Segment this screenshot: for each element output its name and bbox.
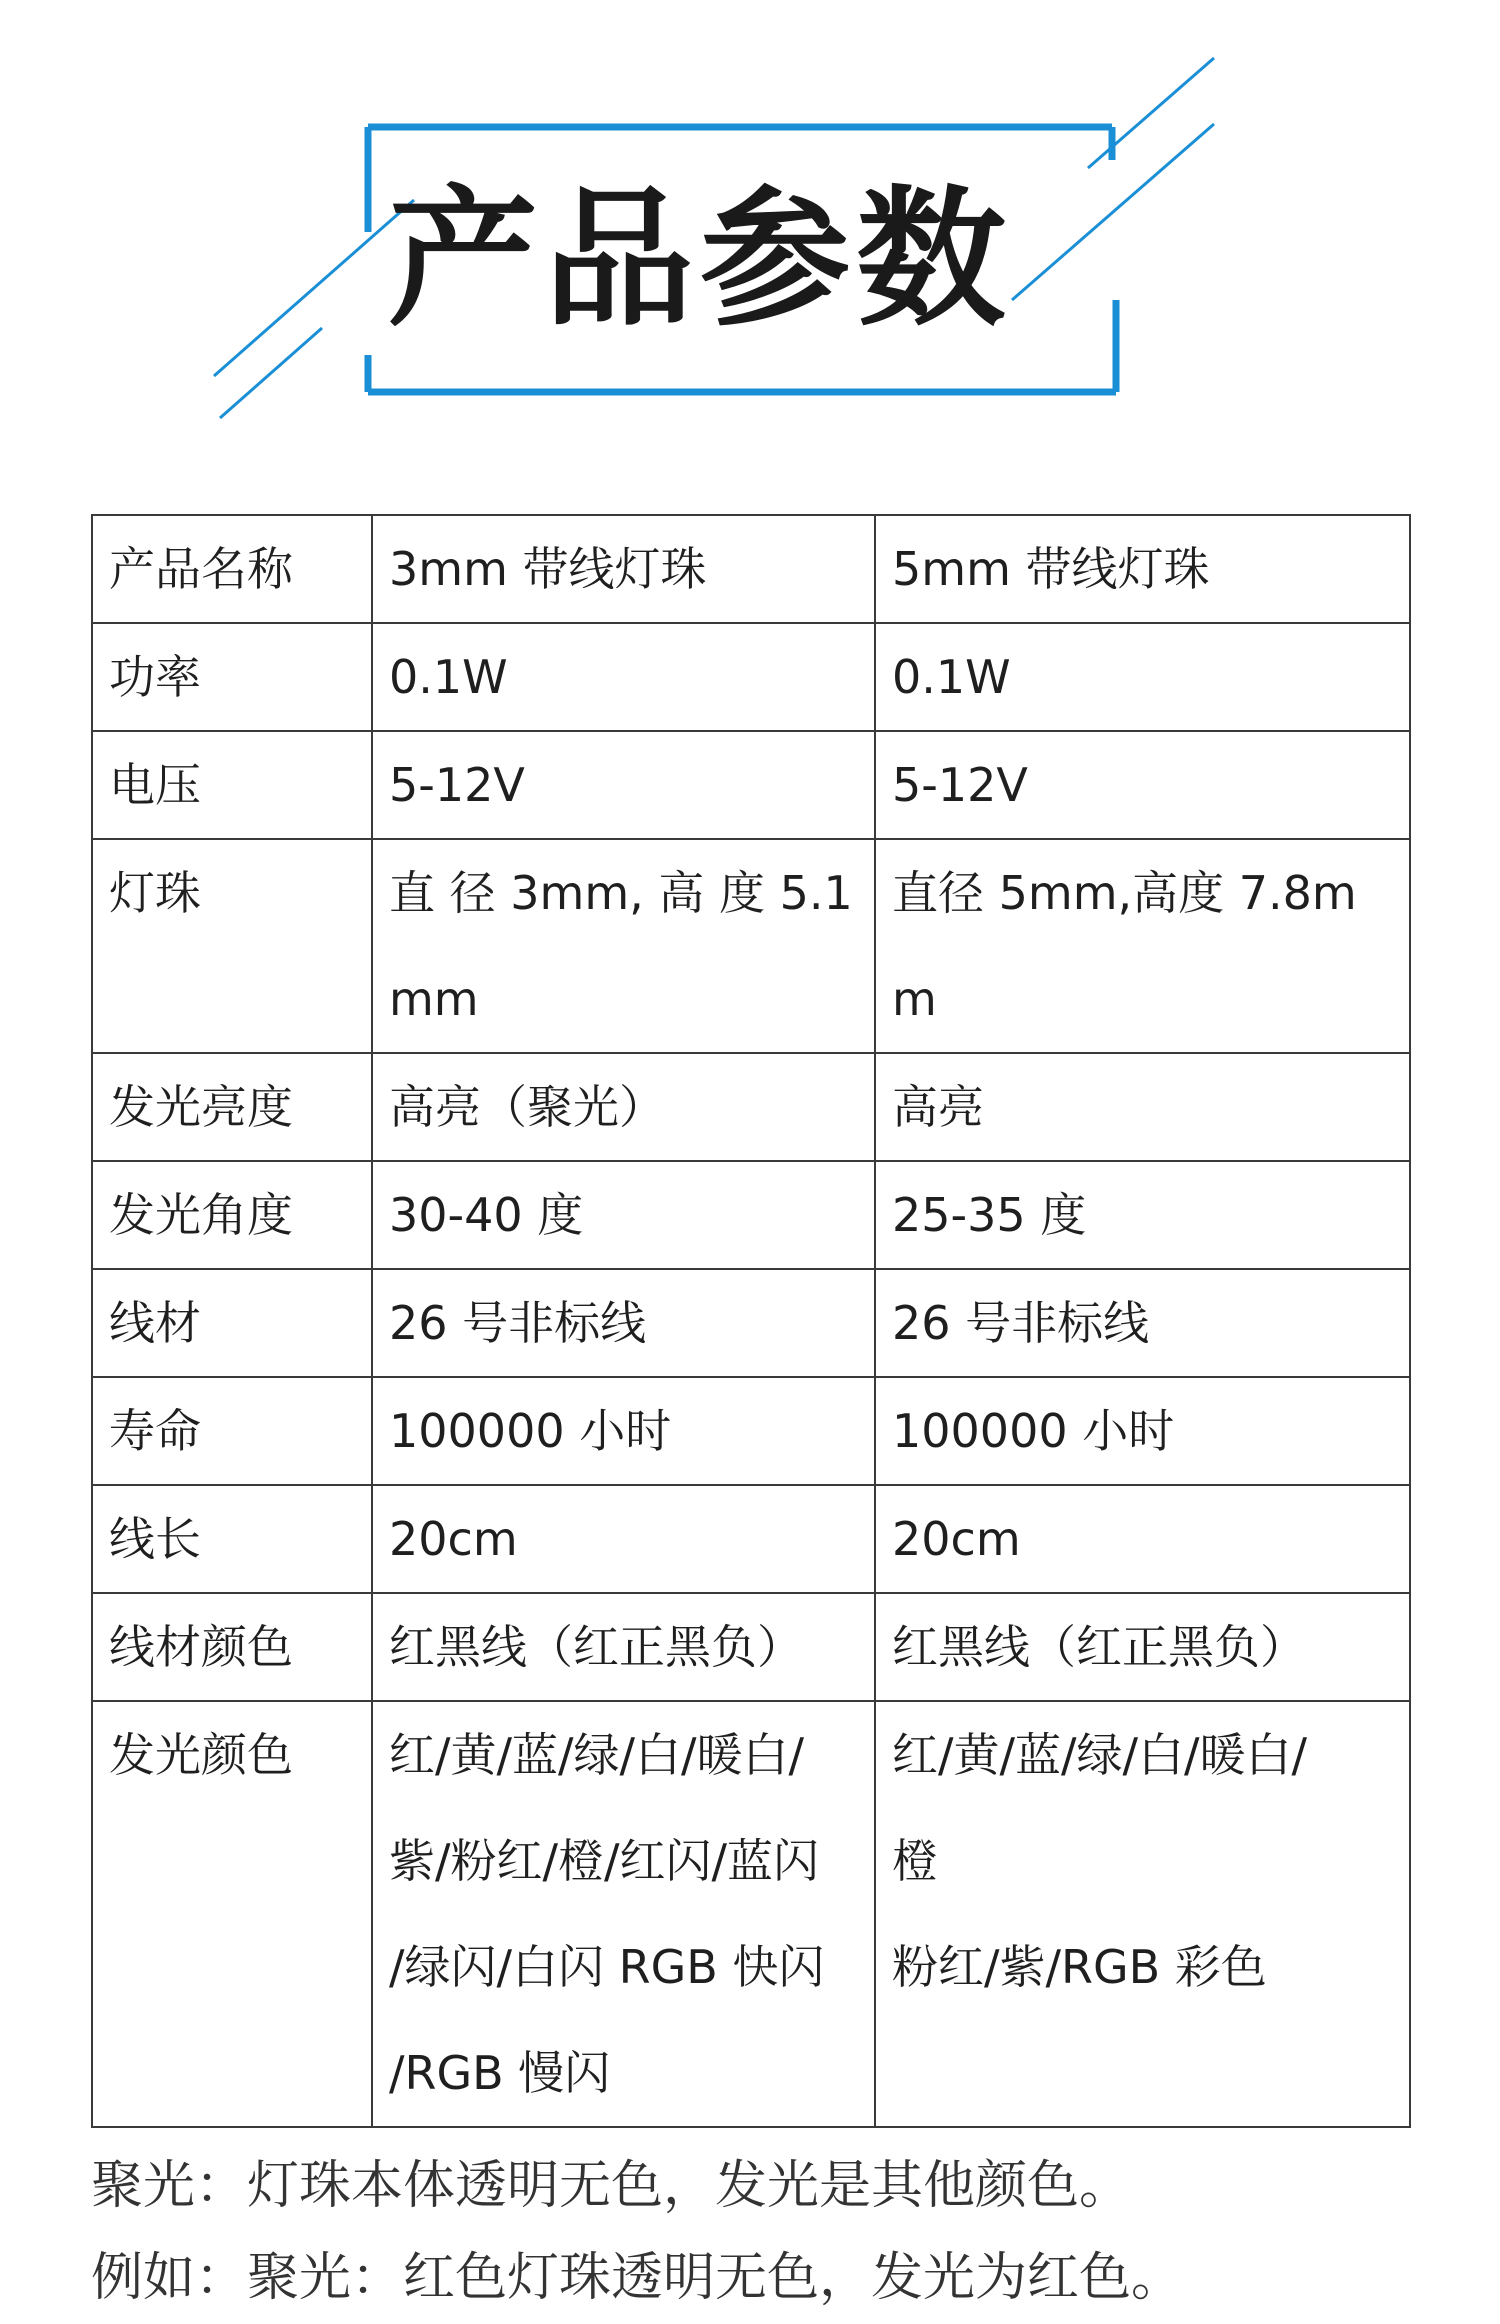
- cell-5mm: 5mm 带线灯珠: [875, 515, 1410, 623]
- cell-3mm: 3mm 带线灯珠: [372, 515, 875, 623]
- table-row: [92, 1269, 1410, 1377]
- cell-5mm: 直径 5mm,高度 7.8mm: [875, 839, 1410, 1053]
- row-label: 线长: [92, 1485, 372, 1593]
- cell-5mm: [875, 1701, 1410, 2127]
- cell-5mm: 红黑线（红正黑负）: [875, 1593, 1410, 1701]
- table-row: [92, 1485, 1410, 1593]
- cell-5mm: 26 号非标线: [875, 1269, 1410, 1377]
- cell-line: /绿闪/白闪 RGB 快闪: [389, 1940, 825, 1994]
- cell-5mm: 高亮: [875, 1053, 1410, 1161]
- row-label: 寿命: [92, 1377, 372, 1485]
- table-row: [92, 1161, 1410, 1269]
- cell-3mm: 30-40 度: [372, 1161, 875, 1269]
- row-label: 灯珠: [92, 839, 372, 1053]
- cell-3mm: 高亮（聚光）: [372, 1053, 875, 1161]
- page-title: 产品参数: [387, 173, 1012, 347]
- cell-5mm: 0.1W: [875, 623, 1410, 731]
- table-row: [92, 1701, 1410, 2127]
- cell-3mm: 红黑线（红正黑负）: [372, 1593, 875, 1701]
- spec-table: [91, 514, 1411, 2128]
- cell-3mm: 100000 小时: [372, 1377, 875, 1485]
- row-label: 线材颜色: [92, 1593, 372, 1701]
- row-label: 功率: [92, 623, 372, 731]
- cell-5mm: 20cm: [875, 1485, 1410, 1593]
- row-label: 发光颜色: [92, 1701, 372, 2127]
- row-label: 发光亮度: [92, 1053, 372, 1161]
- table-row: [92, 1593, 1410, 1701]
- cell-3mm: 直 径 3mm, 高 度 5.1mm: [372, 839, 875, 1053]
- row-label: 电压: [92, 731, 372, 839]
- cell-5mm: 100000 小时: [875, 1377, 1410, 1485]
- row-label: 线材: [92, 1269, 372, 1377]
- cell-3mm: 5-12V: [372, 731, 875, 839]
- table-row: [92, 623, 1410, 731]
- cell-3mm: 20cm: [372, 1485, 875, 1593]
- cell-line: 粉红/紫/RGB 彩色: [892, 1940, 1267, 1994]
- cell-line: 紫/粉红/橙/红闪/蓝闪: [389, 1834, 819, 1888]
- cell-line: 橙: [892, 1834, 938, 1888]
- table-row: [92, 839, 1410, 1053]
- table-row: [92, 515, 1410, 623]
- footnote-definition: 聚光：灯珠本体透明无色，发光是其他颜色。: [91, 2156, 1132, 2216]
- footnote-example: 例如：聚光：红色灯珠透明无色，发光为红色。: [91, 2248, 1184, 2308]
- footnotes: [91, 2140, 1441, 2324]
- table-row: [92, 731, 1410, 839]
- cell-3mm: [372, 1701, 875, 2127]
- cell-3mm: 0.1W: [372, 623, 875, 731]
- cell-line: 红/黄/蓝/绿/白/暖白/: [389, 1728, 804, 1782]
- cell-line: /RGB 慢闪: [389, 2046, 611, 2100]
- table-row: [92, 1053, 1410, 1161]
- table-row: [92, 1377, 1410, 1485]
- cell-line: 红/黄/蓝/绿/白/暖白/: [892, 1728, 1307, 1782]
- row-label: 发光角度: [92, 1161, 372, 1269]
- row-label: 产品名称: [92, 515, 372, 623]
- cell-5mm: 25-35 度: [875, 1161, 1410, 1269]
- cell-5mm: 5-12V: [875, 731, 1410, 839]
- cell-3mm: 26 号非标线: [372, 1269, 875, 1377]
